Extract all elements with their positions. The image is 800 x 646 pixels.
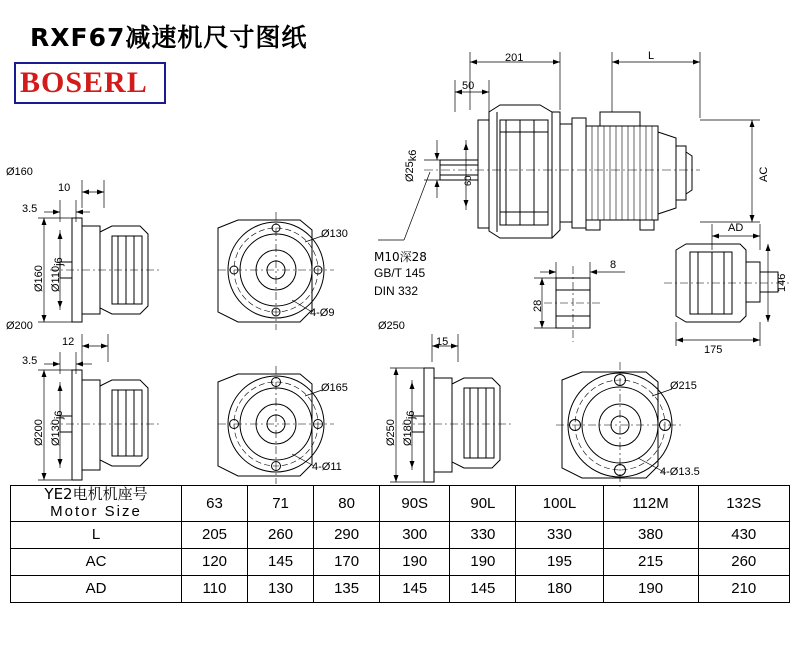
table-cell: 190 <box>380 548 450 575</box>
dim-250: Ø250 <box>385 419 397 446</box>
dim-12: 12 <box>62 336 75 348</box>
dim-shaft-25-value: Ø25 <box>404 161 416 182</box>
dim-60: 60 <box>463 175 474 186</box>
page-title: RXF67减速机尺寸图纸 <box>30 23 308 52</box>
table-cell: 210 <box>698 575 790 602</box>
dim-110-tolerance: j6 <box>53 257 66 266</box>
dim-10: 10 <box>58 182 71 194</box>
table-col-header: 100L <box>516 486 603 522</box>
table-col-header: 63 <box>182 486 248 522</box>
dim-L: L <box>648 50 655 62</box>
dim-3-5-a: 3.5 <box>22 203 38 215</box>
dim-130-hub <box>50 411 65 446</box>
table-row-label: AC <box>11 548 182 575</box>
table-col-header: 132S <box>698 486 790 522</box>
table-cell: 260 <box>248 521 314 548</box>
table-row <box>11 521 790 548</box>
holes-4-d13-5: 4-Ø13.5 <box>660 466 700 478</box>
dim-130-hub-value: Ø130 <box>50 419 62 446</box>
table-col-header: 112M <box>603 486 698 522</box>
holes-4-d11: 4-Ø11 <box>312 461 342 473</box>
dim-180-hub-value: Ø180 <box>402 419 414 446</box>
table-cell: 190 <box>450 548 516 575</box>
dim-146: 146 <box>776 273 788 292</box>
dim-200: Ø200 <box>33 419 45 446</box>
dim-50: 50 <box>462 80 475 92</box>
table-cell: 145 <box>450 575 516 602</box>
table-header-row <box>11 486 790 522</box>
dim-shaft-25-tolerance: k6 <box>407 149 420 162</box>
table-cell: 330 <box>516 521 603 548</box>
flange-160-title: Ø160 <box>6 166 33 178</box>
flange-200-title: Ø200 <box>6 320 33 332</box>
table-cell: 145 <box>380 575 450 602</box>
table-cell: 195 <box>516 548 603 575</box>
table-cell: 180 <box>516 575 603 602</box>
dim-110-value: Ø110 <box>50 265 62 292</box>
table-cell: 215 <box>603 548 698 575</box>
table-col-header: 90S <box>380 486 450 522</box>
table-row-label: AD <box>11 575 182 602</box>
table-cell: 330 <box>450 521 516 548</box>
table-cell: 110 <box>182 575 248 602</box>
table-header-label <box>11 486 182 522</box>
table-col-header: 90L <box>450 486 516 522</box>
table-row <box>11 548 790 575</box>
table-cell: 300 <box>380 521 450 548</box>
table-header-label-en: Motor Size <box>50 503 142 521</box>
dim-165-bolt-circle: Ø165 <box>321 382 348 394</box>
table-cell: 135 <box>314 575 380 602</box>
dim-key-8: 8 <box>610 259 617 271</box>
dim-215-bolt-circle: Ø215 <box>670 380 697 392</box>
dim-130-bolt-circle: Ø130 <box>321 228 348 240</box>
table-cell: 130 <box>248 575 314 602</box>
dim-key-28: 28 <box>532 299 544 312</box>
table-cell: 145 <box>248 548 314 575</box>
dim-AC: AC <box>758 166 770 182</box>
note-gbt145: GB/T 145 <box>374 266 426 280</box>
table-cell: 260 <box>698 548 790 575</box>
dim-AD: AD <box>728 222 744 234</box>
note-m10: M10深28 <box>374 250 427 264</box>
table-cell: 120 <box>182 548 248 575</box>
dim-3-5-b: 3.5 <box>22 355 38 367</box>
logo-text: BOSERL <box>20 66 148 99</box>
dim-110 <box>50 257 65 292</box>
dim-shaft-25 <box>404 150 419 182</box>
table-col-header: 71 <box>248 486 314 522</box>
table-cell: 205 <box>182 521 248 548</box>
table-row-label: L <box>11 521 182 548</box>
table-row <box>11 575 790 602</box>
table-cell: 190 <box>603 575 698 602</box>
motor-size-table <box>10 485 790 603</box>
table-col-header: 80 <box>314 486 380 522</box>
dim-160: Ø160 <box>33 265 45 292</box>
table-cell: 380 <box>603 521 698 548</box>
note-din332: DIN 332 <box>374 284 419 298</box>
holes-4-d9: 4-Ø9 <box>310 307 335 319</box>
table-cell: 290 <box>314 521 380 548</box>
dim-130-hub-tolerance: j6 <box>53 410 66 420</box>
dim-201: 201 <box>505 52 524 64</box>
dim-175: 175 <box>704 344 723 356</box>
table-cell: 430 <box>698 521 790 548</box>
table-header-label-cn: YE2电机机座号 <box>44 485 148 503</box>
flange-250-title: Ø250 <box>378 320 405 332</box>
table-cell: 170 <box>314 548 380 575</box>
dim-15: 15 <box>436 336 449 348</box>
dim-180-hub <box>402 411 417 446</box>
dim-180-hub-tolerance: j6 <box>405 410 418 420</box>
